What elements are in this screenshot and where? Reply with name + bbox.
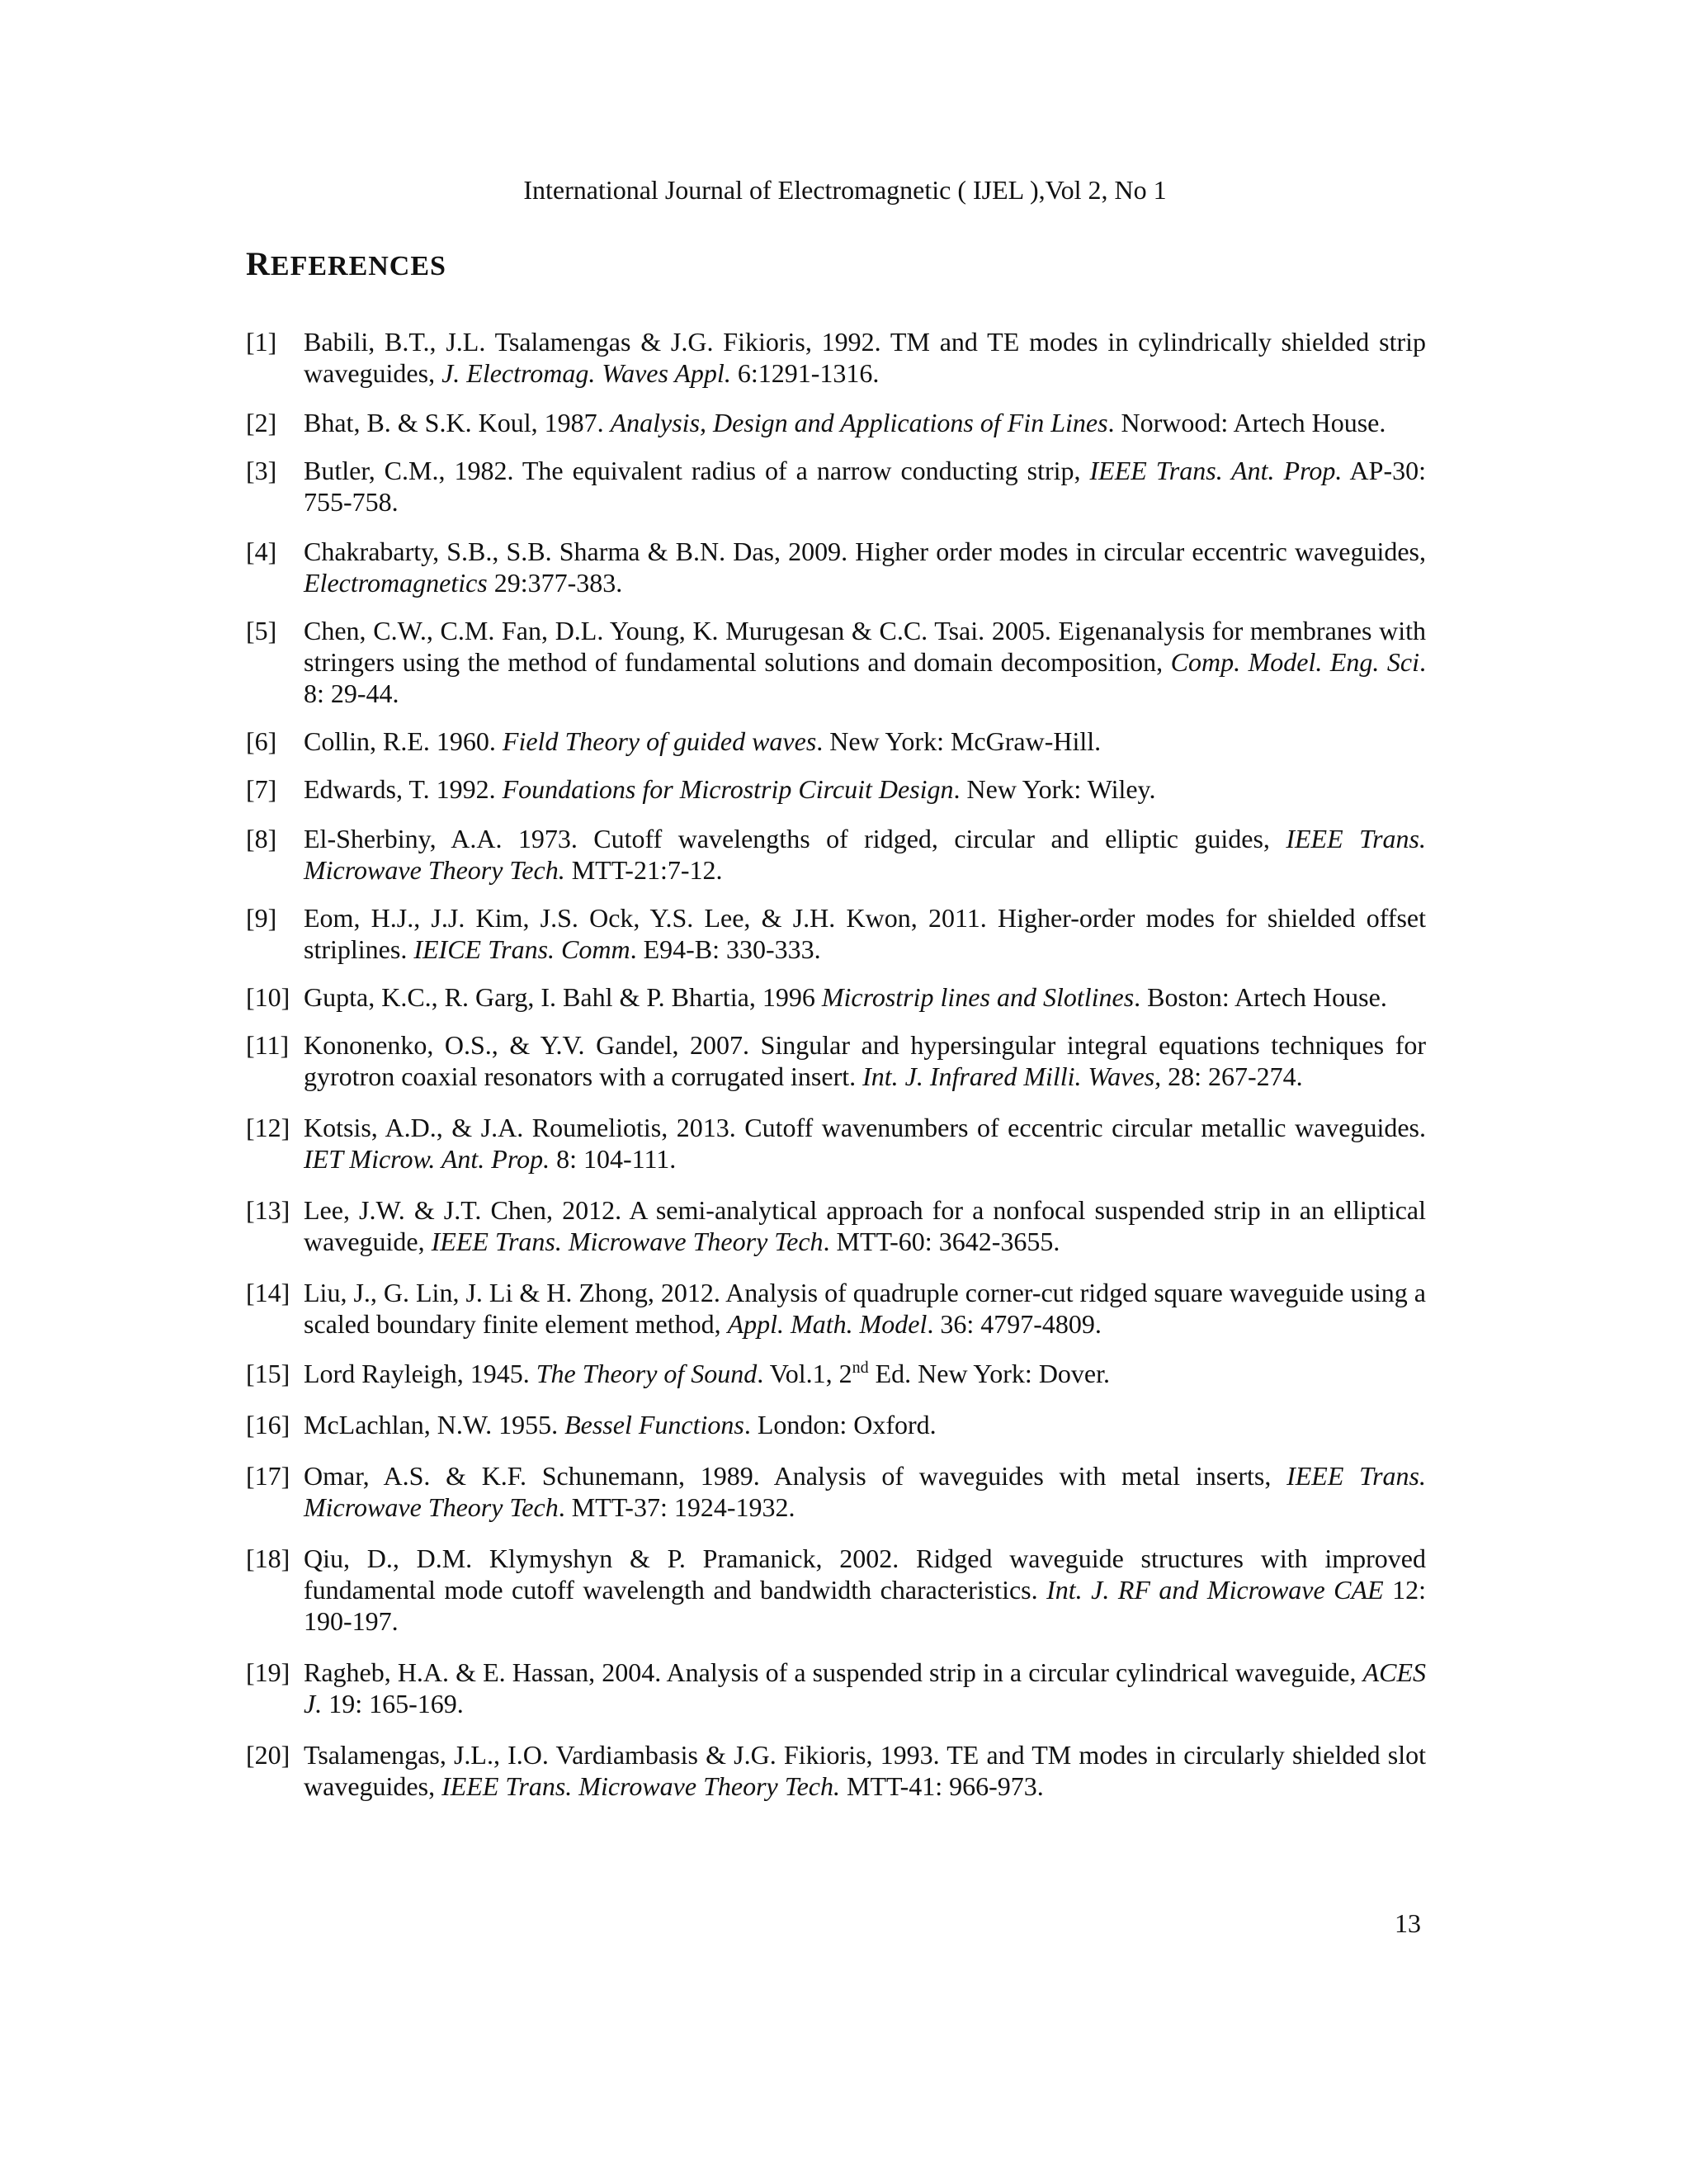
reference-number: [3] [246, 456, 277, 485]
reference-number: [1] [246, 327, 277, 357]
reference-item [246, 455, 1426, 518]
reference-text-segment: 8: 104-111. [550, 1144, 677, 1174]
reference-item [246, 1543, 1426, 1637]
reference-text [304, 902, 1426, 965]
reference-text-segment: . Boston: Artech House. [1134, 982, 1387, 1012]
reference-text-segment: Babili, B.T., J.L. Tsalamengas & J.G. Fikioris, 1992. TM and TE modes in cylindrically shielded strip waveguides, [304, 327, 1426, 388]
reference-text-segment: . Norwood: Artech House. [1107, 408, 1386, 437]
reference-italic-text: Microstrip lines and Slotlines [821, 982, 1135, 1012]
reference-text-segment: Kotsis, A.D., & J.A. Roumeliotis, 2013. Cutoff wavenumbers of eccentric circular metallic waveguides. [304, 1113, 1426, 1142]
reference-text-segment: . London: Oxford. [744, 1410, 937, 1439]
reference-item [246, 1029, 1426, 1092]
reference-text-segment: Qiu, D., D.M. Klymyshyn & P. Pramanick, 2002. Ridged waveguide structures with improved fundamental mode cutoff wavelength and bandwidth characteristics. [304, 1543, 1426, 1605]
reference-italic-text: IEEE Trans. Microwave Theory Tech. [441, 1771, 840, 1801]
reference-item [246, 407, 1426, 438]
reference-text [304, 726, 1426, 757]
reference-italic-text: IET Microw. Ant. Prop. [304, 1144, 550, 1174]
reference-number: [12] [246, 1113, 290, 1142]
reference-text [304, 536, 1426, 598]
reference-text [304, 981, 1426, 1013]
reference-text [304, 1112, 1426, 1175]
reference-italic-text: IEEE Trans. Ant. Prop. [1089, 456, 1343, 485]
reference-item [246, 981, 1426, 1013]
reference-number: [8] [246, 824, 277, 853]
reference-text-segment: Bhat, B. & S.K. Koul, 1987. [304, 408, 611, 437]
reference-item [246, 726, 1426, 757]
reference-number: [6] [246, 726, 277, 756]
reference-text-segment: Liu, J., G. Lin, J. Li & H. Zhong, 2012. Analysis of quadruple corner-cut ridged square waveguide using a scaled boundary finite element method, [304, 1278, 1426, 1339]
reference-item [246, 326, 1426, 389]
reference-text-segment: 28: 267-274. [1161, 1061, 1303, 1091]
reference-italic-text: Electromagnetics [304, 568, 488, 598]
section-title-initial: R [246, 245, 271, 282]
reference-item [246, 615, 1426, 709]
reference-text-segment: 29:377-383. [487, 568, 623, 598]
reference-superscript: nd [852, 1359, 869, 1377]
reference-text-segment: . MTT-37: 1924-1932. [558, 1492, 795, 1522]
reference-text-segment: AP-30: 755-758. [304, 456, 1427, 517]
reference-italic-text: IEEE Trans. Microwave Theory Tech [304, 1461, 1427, 1522]
reference-text [304, 615, 1426, 709]
reference-item [246, 1112, 1426, 1175]
reference-text-segment: Eom, H.J., J.J. Kim, J.S. Ock, Y.S. Lee, & J.H. Kwon, 2011. Higher-order modes for shielded offset striplines. [304, 903, 1426, 964]
reference-italic-text: Int. J. RF and Microwave CAE [1046, 1575, 1384, 1605]
reference-italic-text: ACES J. [304, 1657, 1426, 1718]
reference-text [304, 1543, 1426, 1637]
reference-italic-text: Foundations for Microstrip Circuit Design [502, 774, 954, 804]
reference-text-segment: 19: 165-169. [322, 1689, 464, 1718]
reference-text-segment: Chen, C.W., C.M. Fan, D.L. Young, K. Murugesan & C.C. Tsai. 2005. Eigenanalysis for membranes with stringers using the method of fundamental solutions and domain decomposition, [304, 616, 1426, 677]
reference-item [246, 536, 1426, 598]
reference-text-segment: Ragheb, H.A. & E. Hassan, 2004. Analysis of a suspended strip in a circular cylindrical waveguide, [304, 1657, 1363, 1687]
reference-text-segment: Gupta, K.C., R. Garg, I. Bahl & P. Bhartia, 1996 [304, 982, 822, 1012]
reference-text [304, 1657, 1426, 1719]
reference-text [304, 1194, 1426, 1257]
reference-text [304, 773, 1426, 805]
reference-number: [15] [246, 1359, 290, 1388]
reference-number: [10] [246, 982, 290, 1012]
reference-text-segment: McLachlan, N.W. 1955. [304, 1410, 565, 1439]
reference-text-segment: . MTT-60: 3642-3655. [823, 1227, 1060, 1256]
reference-text-segment: 12: 190-197. [304, 1575, 1427, 1636]
reference-text-segment: Lord Rayleigh, 1945. [304, 1359, 536, 1388]
reference-text [304, 823, 1426, 886]
reference-italic-text: IEEE Trans. Microwave Theory Tech [431, 1227, 824, 1256]
reference-text [304, 326, 1426, 389]
reference-text-segment: . 36: 4797-4809. [927, 1309, 1102, 1339]
reference-text-segment: Omar, A.S. & K.F. Schunemann, 1989. Analysis of waveguides with metal inserts, [304, 1461, 1287, 1491]
reference-text-segment: . 8: 29-44. [304, 647, 1427, 708]
page-number: 13 [1395, 1908, 1421, 1938]
reference-text-segment: . Vol.1, 2 [757, 1359, 852, 1388]
reference-number: [9] [246, 903, 277, 933]
reference-text-segment: Chakrabarty, S.B., S.B. Sharma & B.N. Das, 2009. Higher order modes in circular eccentric waveguides, [304, 537, 1426, 566]
reference-text-segment: MTT-41: 966-973. [839, 1771, 1044, 1801]
reference-number: [2] [246, 408, 277, 437]
reference-item [246, 1358, 1426, 1389]
reference-text-segment: Lee, J.W. & J.T. Chen, 2012. A semi-analytical approach for a nonfocal suspended strip in an elliptical waveguide, [304, 1195, 1426, 1256]
reference-text [304, 455, 1426, 518]
reference-item [246, 1194, 1426, 1257]
section-title [246, 244, 446, 283]
reference-italic-text: The Theory of Sound [536, 1359, 758, 1388]
reference-text [304, 1409, 1426, 1440]
reference-text-segment: Ed. New York: Dover. [868, 1359, 1111, 1388]
reference-item [246, 902, 1426, 965]
reference-item [246, 1460, 1426, 1523]
reference-italic-text: Field Theory of guided waves [502, 726, 817, 756]
reference-text-segment: . New York: Wiley. [953, 774, 1156, 804]
reference-text-segment: Tsalamengas, J.L., I.O. Vardiambasis & J.G. Fikioris, 1993. TE and TM modes in circularly shielded slot waveguides, [304, 1740, 1426, 1801]
reference-item [246, 1657, 1426, 1719]
reference-text-segment: Butler, C.M., 1982. The equivalent radius of a narrow conducting strip, [304, 456, 1090, 485]
reference-italic-text: J. Electromag. Waves Appl. [441, 358, 731, 388]
reference-number: [19] [246, 1657, 290, 1687]
reference-number: [13] [246, 1195, 290, 1225]
reference-text [304, 1277, 1426, 1340]
reference-text-segment: Kononenko, O.S., & Y.V. Gandel, 2007. Singular and hypersingular integral equations techniques for gyrotron coaxial resonators with a corrugated insert. [304, 1030, 1426, 1091]
reference-text [304, 1739, 1426, 1802]
reference-number: [5] [246, 616, 277, 645]
reference-italic-text: IEICE Trans. Comm [413, 934, 630, 964]
reference-number: [7] [246, 774, 277, 804]
reference-item [246, 823, 1426, 886]
reference-text [304, 407, 1426, 438]
reference-text-segment: . New York: McGraw-Hill. [816, 726, 1102, 756]
reference-text [304, 1029, 1426, 1092]
reference-item [246, 1409, 1426, 1440]
section-title-rest: EFERENCES [270, 251, 446, 281]
reference-text-segment: . E94-B: 330-333. [630, 934, 821, 964]
reference-text [304, 1460, 1426, 1523]
reference-number: [4] [246, 537, 277, 566]
reference-number: [18] [246, 1543, 290, 1573]
reference-number: [17] [246, 1461, 290, 1491]
reference-text-segment: El-Sherbiny, A.A. 1973. Cutoff wavelengths of ridged, circular and elliptic guides, [304, 824, 1286, 853]
reference-number: [11] [246, 1030, 290, 1060]
reference-text [304, 1358, 1426, 1389]
journal-header: International Journal of Electromagnetic ( IJEL ),Vol 2, No 1 [523, 175, 1167, 205]
reference-number: [14] [246, 1278, 290, 1307]
reference-list [246, 310, 1426, 1802]
reference-number: [20] [246, 1740, 290, 1770]
reference-italic-text: IEEE Trans. Microwave Theory Tech. [304, 824, 1427, 885]
reference-italic-text: Appl. Math. Model [727, 1309, 928, 1339]
reference-item [246, 1277, 1426, 1340]
reference-item [246, 1739, 1426, 1802]
reference-text-segment: 6:1291-1316. [730, 358, 880, 388]
reference-italic-text: Analysis, Design and Applications of Fin Lines [610, 408, 1108, 437]
reference-italic-text: Bessel Functions [564, 1410, 744, 1439]
reference-number: [16] [246, 1410, 290, 1439]
reference-italic-text: Comp. Model. Eng. Sci [1170, 647, 1420, 677]
reference-text-segment: Edwards, T. 1992. [304, 774, 503, 804]
reference-text-segment: MTT-21:7-12. [564, 855, 723, 885]
reference-item [246, 773, 1426, 805]
reference-italic-text: Int. J. Infrared Milli. Waves, [862, 1061, 1162, 1091]
reference-text-segment: Collin, R.E. 1960. [304, 726, 503, 756]
